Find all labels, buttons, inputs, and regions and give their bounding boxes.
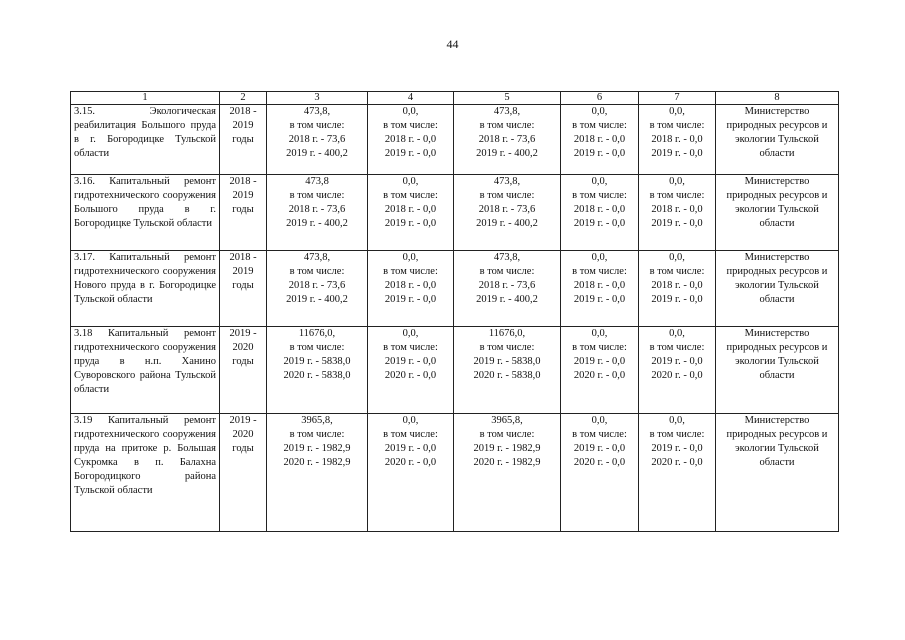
funding-line: 473,8, (493, 176, 521, 187)
funding-line: в том числе: (289, 120, 345, 131)
funding-cell (368, 175, 454, 251)
funding-cell (267, 251, 368, 327)
funding-line: 2019 г. - 5838,0 (283, 356, 351, 367)
funding-cell (368, 327, 454, 414)
funding-line: 2020 г. - 0,0 (384, 370, 437, 381)
measure-name: 3.17. Капитальный ремонт гидротехнического сооружения Нового пруда в г. Богородицке Тульской области (74, 252, 216, 305)
funding-line: 2019 г. - 0,0 (573, 294, 626, 305)
funding-line: 2020 г. - 1982,9 (283, 457, 351, 468)
funding-line: 2019 г. - 0,0 (651, 148, 703, 159)
funding-cell (561, 251, 639, 327)
funding-line: 2019 г. - 0,0 (573, 356, 626, 367)
column-header: 5 (454, 92, 561, 105)
funding-cell (267, 414, 368, 532)
funding-line: 2020 г. - 5838,0 (283, 370, 351, 381)
funding-line: в том числе: (572, 190, 627, 201)
funding-line: в том числе: (383, 429, 438, 440)
funding-line: 2019 г. - 400,2 (286, 294, 348, 305)
funding-line: в том числе: (479, 429, 535, 440)
funding-line: в том числе: (289, 342, 345, 353)
funding-line: 473,8, (303, 252, 331, 263)
period-line: годы (232, 204, 254, 215)
funding-line: в том числе: (289, 190, 345, 201)
funding-line: 3965,8, (491, 415, 523, 426)
funding-line: 0,0, (402, 176, 419, 187)
responsible-line: природных ресурсов и (726, 429, 828, 440)
responsible-line: природных ресурсов и (726, 120, 828, 131)
funding-line: 2019 г. - 0,0 (651, 443, 703, 454)
measure-name: 3.19 Капитальный ремонт гидротехнического сооружения пруда на притоке р. Большая Сукромка в п. Балахна Богородицкого района Тульской области (74, 415, 216, 496)
funding-line: 2019 г. - 0,0 (384, 443, 437, 454)
funding-line: 2019 г. - 0,0 (651, 294, 703, 305)
funding-line: в том числе: (383, 190, 438, 201)
funding-line: 3965,8, (301, 415, 333, 426)
table-row (71, 251, 839, 327)
funding-line: 2018 г. - 0,0 (573, 134, 626, 145)
funding-line: 0,0, (669, 176, 685, 187)
funding-line: в том числе: (649, 342, 705, 353)
funding-cell (561, 105, 639, 175)
responsible-line: природных ресурсов и (726, 266, 828, 277)
column-header: 4 (368, 92, 454, 105)
period-cell (220, 251, 267, 327)
funding-line: 11676,0, (488, 328, 526, 339)
funding-line: 2019 г. - 0,0 (384, 294, 437, 305)
measure-name-cell (71, 175, 220, 251)
funding-line: 0,0, (669, 106, 685, 117)
responsible-line: Министерство (744, 106, 810, 117)
table-row (71, 327, 839, 414)
funding-cell (561, 414, 639, 532)
funding-line: 2019 г. - 400,2 (476, 148, 538, 159)
funding-line: 2018 г. - 0,0 (651, 204, 703, 215)
funding-cell (639, 175, 716, 251)
funding-line: 2020 г. - 5838,0 (473, 370, 541, 381)
funding-line: 2018 г. - 73,6 (478, 134, 536, 145)
funding-line: в том числе: (289, 429, 345, 440)
funding-line: 0,0, (591, 328, 608, 339)
period-line: 2019 - (229, 328, 257, 339)
header-row (71, 92, 839, 105)
funding-cell (368, 414, 454, 532)
funding-line: в том числе: (572, 429, 627, 440)
funding-line: 2020 г. - 0,0 (573, 370, 626, 381)
funding-line: в том числе: (383, 120, 438, 131)
funding-cell (267, 105, 368, 175)
funding-line: 2018 г. - 0,0 (384, 204, 437, 215)
funding-line: 2019 г. - 400,2 (476, 218, 538, 229)
funding-line: 2018 г. - 0,0 (651, 280, 703, 291)
funding-line: 0,0, (591, 176, 608, 187)
funding-line: в том числе: (572, 120, 627, 131)
period-cell (220, 105, 267, 175)
funding-line: 2018 г. - 0,0 (651, 134, 703, 145)
funding-line: 2019 г. - 400,2 (286, 148, 348, 159)
column-header: 2 (220, 92, 267, 105)
funding-line: 473,8, (303, 106, 331, 117)
funding-line: 2018 г. - 73,6 (478, 204, 536, 215)
period-line: годы (232, 134, 254, 145)
funding-line: в том числе: (572, 342, 627, 353)
measure-name: 3.15. Экологическая реабилитация Большого пруда в г. Богородицке Тульской области (74, 106, 216, 159)
funding-line: 2019 г. - 5838,0 (473, 356, 541, 367)
program-table (70, 91, 839, 532)
funding-line: 2019 г. - 0,0 (384, 356, 437, 367)
funding-line: 2018 г. - 0,0 (384, 134, 437, 145)
funding-line: 2019 г. - 400,2 (476, 294, 538, 305)
funding-line: 2018 г. - 73,6 (478, 280, 536, 291)
measure-name-cell (71, 105, 220, 175)
responsible-line: Министерство (744, 328, 810, 339)
funding-line: в том числе: (383, 342, 438, 353)
funding-line: в том числе: (383, 266, 438, 277)
funding-line: 2019 г. - 0,0 (573, 443, 626, 454)
table-row (71, 175, 839, 251)
period-line: 2019 - (229, 415, 257, 426)
funding-cell (561, 327, 639, 414)
funding-line: 2020 г. - 0,0 (651, 457, 703, 468)
funding-line: 2018 г. - 73,6 (288, 280, 346, 291)
responsible-line: природных ресурсов и (726, 190, 828, 201)
funding-line: 2018 г. - 0,0 (384, 280, 437, 291)
funding-cell (454, 414, 561, 532)
funding-line: 2019 г. - 400,2 (286, 218, 348, 229)
funding-line: 0,0, (591, 252, 608, 263)
funding-line: в том числе: (479, 266, 535, 277)
period-line: 2018 - (229, 176, 257, 187)
period-line: 2020 (232, 342, 254, 353)
funding-cell (267, 327, 368, 414)
measure-name: 3.16. Капитальный ремонт гидротехнического сооружения Большого пруда в г. Богородицке Тульской области (74, 176, 216, 229)
period-line: 2019 (232, 190, 254, 201)
period-line: годы (232, 280, 254, 291)
funding-line: в том числе: (479, 342, 535, 353)
page-number: 44 (446, 37, 459, 51)
funding-line: 2018 г. - 0,0 (573, 280, 626, 291)
responsible-cell (716, 414, 839, 532)
funding-cell (267, 175, 368, 251)
responsible-cell (716, 251, 839, 327)
funding-line: 0,0, (669, 252, 685, 263)
measure-name-cell (71, 251, 220, 327)
funding-cell (368, 251, 454, 327)
responsible-line: экологии Тульской (735, 356, 819, 367)
period-line: 2019 (232, 120, 254, 131)
column-header: 6 (561, 92, 639, 105)
measure-name-cell (71, 414, 220, 532)
funding-line: 0,0, (402, 328, 419, 339)
funding-line: 0,0, (591, 106, 608, 117)
funding-line: 2019 г. - 0,0 (573, 218, 626, 229)
funding-line: в том числе: (649, 429, 705, 440)
funding-cell (561, 175, 639, 251)
funding-line: в том числе: (649, 190, 705, 201)
responsible-line: экологии Тульской (735, 443, 819, 454)
funding-cell (454, 327, 561, 414)
responsible-cell (716, 327, 839, 414)
column-header: 1 (71, 92, 220, 105)
funding-line: 2018 г. - 0,0 (573, 204, 626, 215)
responsible-line: области (759, 294, 795, 305)
funding-line: 2020 г. - 1982,9 (473, 457, 541, 468)
funding-line: 11676,0, (298, 328, 336, 339)
responsible-line: экологии Тульской (735, 280, 819, 291)
responsible-line: экологии Тульской (735, 134, 819, 145)
period-line: 2018 - (229, 252, 257, 263)
period-line: годы (232, 356, 254, 367)
funding-line: 2019 г. - 0,0 (384, 148, 437, 159)
funding-line: в том числе: (479, 120, 535, 131)
funding-line: 2019 г. - 0,0 (384, 218, 437, 229)
funding-line: 2018 г. - 73,6 (288, 204, 346, 215)
funding-cell (639, 251, 716, 327)
responsible-line: Министерство (744, 252, 810, 263)
funding-line: в том числе: (649, 266, 705, 277)
responsible-line: области (759, 218, 795, 229)
funding-cell (454, 251, 561, 327)
responsible-line: области (759, 457, 795, 468)
funding-line: 0,0, (669, 328, 685, 339)
measure-name-cell (71, 327, 220, 414)
funding-cell (368, 105, 454, 175)
funding-line: в том числе: (479, 190, 535, 201)
responsible-line: природных ресурсов и (726, 342, 828, 353)
funding-line: 2019 г. - 0,0 (651, 218, 703, 229)
funding-line: в том числе: (572, 266, 627, 277)
funding-cell (639, 105, 716, 175)
funding-line: 0,0, (402, 106, 419, 117)
funding-line: 2020 г. - 0,0 (573, 457, 626, 468)
column-header: 8 (716, 92, 839, 105)
funding-line: 0,0, (591, 415, 608, 426)
funding-line: 0,0, (402, 415, 419, 426)
funding-line: в том числе: (649, 120, 705, 131)
table-row (71, 414, 839, 532)
responsible-cell (716, 105, 839, 175)
responsible-line: Министерство (744, 176, 810, 187)
column-header: 3 (267, 92, 368, 105)
funding-line: 2019 г. - 0,0 (573, 148, 626, 159)
funding-line: 2020 г. - 0,0 (651, 370, 703, 381)
funding-line: 2019 г. - 1982,9 (283, 443, 351, 454)
funding-cell (639, 327, 716, 414)
period-line: 2019 (232, 266, 254, 277)
table-row (71, 105, 839, 175)
funding-line: 2018 г. - 73,6 (288, 134, 346, 145)
responsible-cell (716, 175, 839, 251)
column-header: 7 (639, 92, 716, 105)
period-cell (220, 414, 267, 532)
measure-name: 3.18 Капитальный ремонт гидротехнического сооружения пруда в н.п. Ханино Суворовского района Тульской области (74, 328, 216, 395)
period-line: годы (232, 443, 254, 454)
funding-cell (454, 175, 561, 251)
funding-line: 473,8 (305, 176, 329, 187)
funding-line: 2019 г. - 0,0 (651, 356, 703, 367)
funding-line: 0,0, (669, 415, 685, 426)
period-line: 2018 - (229, 106, 257, 117)
funding-cell (454, 105, 561, 175)
period-line: 2020 (232, 429, 254, 440)
period-cell (220, 327, 267, 414)
funding-line: 473,8, (493, 252, 521, 263)
responsible-line: Министерство (744, 415, 810, 426)
funding-line: 2019 г. - 1982,9 (473, 443, 541, 454)
responsible-line: области (759, 148, 795, 159)
funding-line: 473,8, (493, 106, 521, 117)
period-cell (220, 175, 267, 251)
funding-line: в том числе: (289, 266, 345, 277)
responsible-line: экологии Тульской (735, 204, 819, 215)
funding-line: 2020 г. - 0,0 (384, 457, 437, 468)
funding-line: 0,0, (402, 252, 419, 263)
responsible-line: области (759, 370, 795, 381)
funding-cell (639, 414, 716, 532)
